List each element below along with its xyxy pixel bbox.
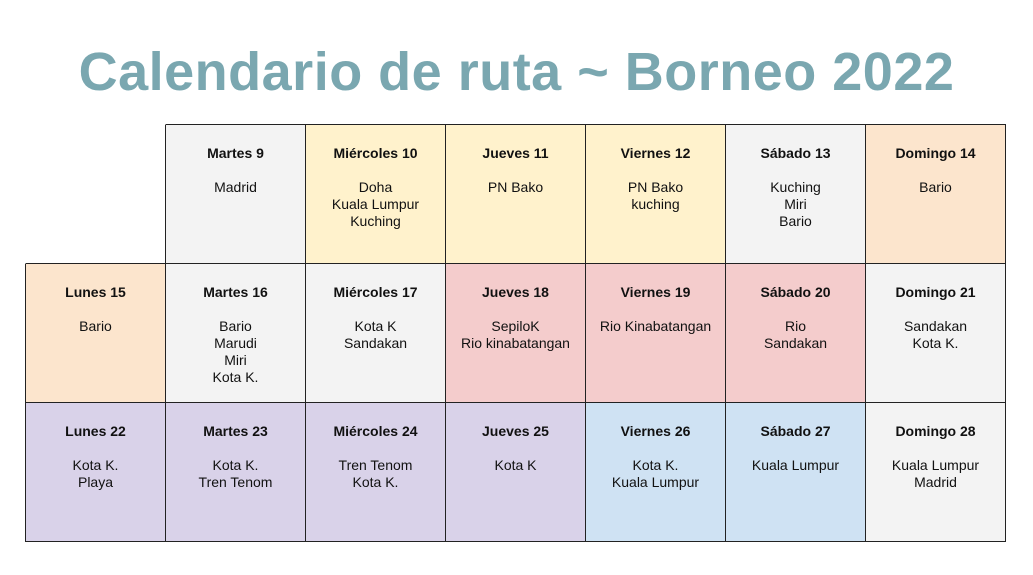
place-item: Marudi — [214, 335, 257, 351]
day-places — [866, 179, 1005, 196]
place-item: Playa — [77, 474, 114, 490]
place-item: Kota K. — [212, 457, 259, 473]
day-label: Jueves 11 — [482, 145, 549, 161]
place-item: Kota K. — [352, 474, 399, 490]
day-places — [726, 457, 865, 474]
calendar-day-cell — [726, 125, 866, 264]
day-label: Miércoles 17 — [333, 284, 418, 300]
calendar-day-cell — [586, 403, 726, 542]
place-item: Madrid — [214, 179, 257, 195]
calendar-day-cell — [446, 403, 586, 542]
place-item: Madrid — [914, 474, 957, 490]
calendar-day-cell — [866, 403, 1006, 542]
day-label: Martes 23 — [203, 423, 268, 439]
calendar-day-cell — [726, 403, 866, 542]
calendar-day-cell — [726, 264, 866, 403]
day-label: Domingo 28 — [895, 423, 976, 439]
place-item: Kota K. — [912, 335, 959, 351]
calendar-day-cell — [866, 264, 1006, 403]
place-item: Kuala Lumpur — [751, 457, 840, 473]
day-places — [446, 457, 585, 474]
place-item: Sandakan — [903, 318, 968, 334]
calendar-empty-cell — [25, 124, 166, 264]
calendar-day-cell — [26, 403, 166, 542]
day-label: Sábado 13 — [760, 145, 831, 161]
day-places — [726, 179, 865, 230]
place-item: Doha — [358, 179, 393, 195]
place-item: Sandakan — [343, 335, 408, 351]
day-label: Lunes 22 — [65, 423, 126, 439]
day-label: Martes 16 — [203, 284, 268, 300]
calendar-day-cell — [166, 264, 306, 403]
day-label: Lunes 15 — [65, 284, 126, 300]
page-title: Calendario de ruta ~ Borneo 2022 — [78, 42, 955, 102]
calendar-day-cell — [586, 264, 726, 403]
day-label: Viernes 12 — [620, 145, 691, 161]
calendar-day-cell — [866, 125, 1006, 264]
place-item: kuching — [631, 196, 680, 212]
day-label: Jueves 18 — [482, 284, 549, 300]
calendar-day-cell — [446, 264, 586, 403]
place-item: Kuala Lumpur — [891, 457, 980, 473]
day-places — [26, 318, 165, 335]
day-places — [26, 457, 165, 491]
day-label: Sábado 20 — [760, 284, 831, 300]
day-places — [306, 179, 445, 230]
calendar-day-cell — [586, 125, 726, 264]
route-calendar-grid — [25, 124, 1006, 542]
place-item: Rio — [784, 318, 806, 334]
place-item: SepiloK — [491, 318, 540, 334]
place-item: Rio Kinabatangan — [599, 318, 712, 334]
day-label: Domingo 21 — [895, 284, 976, 300]
day-places — [306, 318, 445, 352]
place-item: Miri — [784, 196, 807, 212]
day-places — [166, 179, 305, 196]
place-item: Kota K — [354, 318, 397, 334]
calendar-day-cell — [26, 264, 166, 403]
day-places — [866, 457, 1005, 491]
place-item: Kota K. — [212, 369, 259, 385]
place-item: PN Bako — [487, 179, 544, 195]
place-item: Kota K. — [632, 457, 679, 473]
place-item: Bario — [779, 213, 812, 229]
place-item: Sandakan — [763, 335, 828, 351]
calendar-day-cell — [306, 403, 446, 542]
place-item: Kota K — [494, 457, 537, 473]
place-item: Miri — [224, 352, 247, 368]
place-item: Kuching — [770, 179, 821, 195]
day-label: Martes 9 — [207, 145, 264, 161]
place-item: PN Bako — [627, 179, 684, 195]
day-places — [586, 179, 725, 213]
day-label: Sábado 27 — [760, 423, 831, 439]
day-label: Jueves 25 — [482, 423, 549, 439]
day-places — [306, 457, 445, 491]
calendar-day-cell — [446, 125, 586, 264]
day-label: Viernes 19 — [620, 284, 691, 300]
place-item: Bario — [919, 179, 952, 195]
day-label: Miércoles 10 — [333, 145, 418, 161]
place-item: Bario — [219, 318, 252, 334]
place-item: Rio kinabatangan — [461, 335, 570, 351]
place-item: Kota K. — [72, 457, 119, 473]
place-item: Kuala Lumpur — [611, 474, 700, 490]
place-item: Tren Tenom — [198, 474, 273, 490]
calendar-day-cell — [166, 125, 306, 264]
place-item: Kuala Lumpur — [331, 196, 420, 212]
day-places — [166, 457, 305, 491]
calendar-day-cell — [306, 264, 446, 403]
day-places — [866, 318, 1005, 352]
place-item: Bario — [79, 318, 112, 334]
day-places — [586, 457, 725, 491]
day-label: Domingo 14 — [895, 145, 976, 161]
day-places — [446, 179, 585, 196]
calendar-day-cell — [166, 403, 306, 542]
day-places — [166, 318, 305, 386]
day-places — [586, 318, 725, 335]
place-item: Kuching — [350, 213, 401, 229]
day-label: Miércoles 24 — [333, 423, 418, 439]
calendar-day-cell — [306, 125, 446, 264]
place-item: Tren Tenom — [338, 457, 413, 473]
day-label: Viernes 26 — [620, 423, 691, 439]
day-places — [446, 318, 585, 352]
day-places — [726, 318, 865, 352]
